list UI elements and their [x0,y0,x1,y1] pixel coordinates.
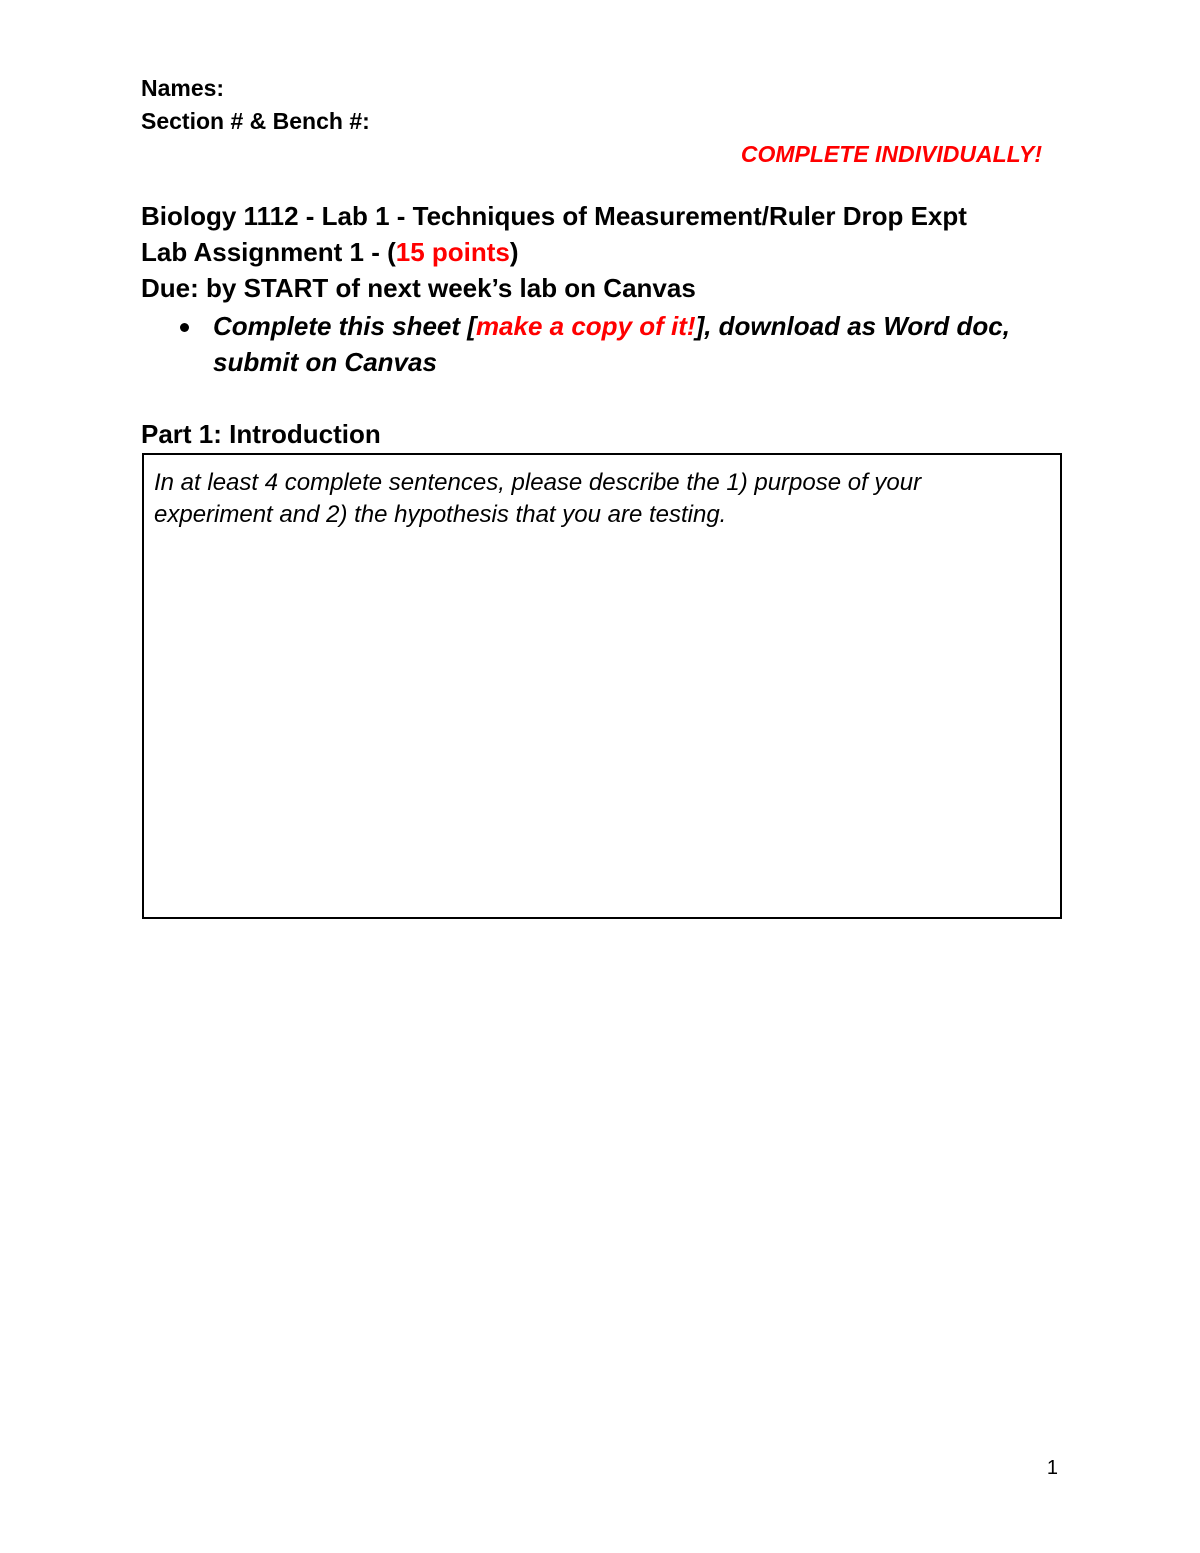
instruction-highlight: make a copy of it! [475,311,696,341]
introduction-answer-box[interactable] [142,453,1062,919]
instruction-prefix: Complete this sheet [ [213,311,476,341]
instruction-suffix: ], download as Word doc, [695,311,1010,341]
page-number: 1 [1046,1457,1058,1479]
section-bench-label: Section # & Bench #: [141,108,370,134]
names-label: Names: [141,75,225,101]
lab-title: Biology 1112 - Lab 1 - Techniques of Measurement/Ruler Drop Expt [141,201,967,231]
due-date-line: Due: by START of next week’s lab on Canvas [141,273,696,303]
instruction-bullet-line2: submit on Canvas [213,347,437,377]
complete-individually-warning: COMPLETE INDIVIDUALLY! [740,141,1042,167]
assignment-label: Lab Assignment 1 - ( [141,237,396,267]
part1-heading: Part 1: Introduction [141,419,381,449]
introduction-prompt: In at least 4 complete sentences, please describe the 1) purpose of your experiment and 2) the hypothesis that you are testing. [154,469,922,528]
points-value: 15 points [395,237,510,267]
instruction-bullet-line1 [213,308,1010,344]
bullet-dot-icon [180,323,189,332]
assignment-close-paren: ) [509,237,519,267]
assignment-points-line [141,236,519,268]
